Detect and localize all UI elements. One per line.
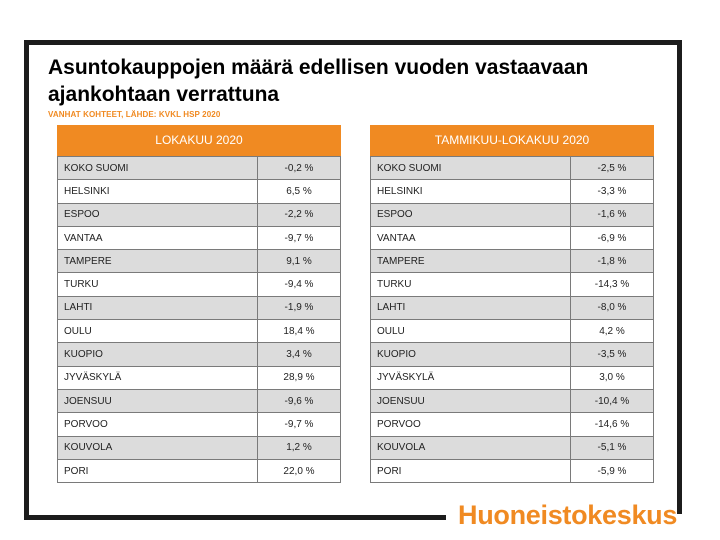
value-cell: -6,9 % (571, 226, 654, 249)
city-cell: ESPOO (371, 203, 571, 226)
table-row (371, 436, 654, 459)
table-row (58, 250, 341, 273)
table-row (371, 273, 654, 296)
value-cell: -9,7 % (258, 413, 341, 436)
table-panel-jan-oct (370, 125, 654, 483)
city-cell: JOENSUU (58, 389, 258, 412)
table-header: LOKAKUU 2020 (57, 125, 341, 156)
table-row (58, 320, 341, 343)
value-cell: -2,5 % (571, 157, 654, 180)
value-cell: -5,9 % (571, 459, 654, 482)
brand-logo: Huoneistokeskus (458, 500, 678, 530)
value-cell: 9,1 % (258, 250, 341, 273)
city-cell: KOUVOLA (371, 436, 571, 459)
city-cell: TAMPERE (371, 250, 571, 273)
table-body (58, 157, 341, 483)
table-row (58, 273, 341, 296)
value-cell: 28,9 % (258, 366, 341, 389)
value-cell: -1,6 % (571, 203, 654, 226)
value-cell: -14,3 % (571, 273, 654, 296)
table-row (371, 413, 654, 436)
city-cell: KOUVOLA (58, 436, 258, 459)
table-row (371, 389, 654, 412)
table-body (371, 157, 654, 483)
city-cell: PORVOO (371, 413, 571, 436)
value-cell: -1,9 % (258, 296, 341, 319)
data-table (57, 156, 341, 483)
table-header: TAMMIKUU-LOKAKUU 2020 (370, 125, 654, 156)
table-row (371, 180, 654, 203)
table-row (371, 296, 654, 319)
city-cell: ESPOO (58, 203, 258, 226)
value-cell: -8,0 % (571, 296, 654, 319)
value-cell: -9,4 % (258, 273, 341, 296)
city-cell: OULU (371, 320, 571, 343)
city-cell: TURKU (58, 273, 258, 296)
value-cell: 6,5 % (258, 180, 341, 203)
table-panel-october (57, 125, 341, 483)
city-cell: VANTAA (58, 226, 258, 249)
value-cell: 3,0 % (571, 366, 654, 389)
city-cell: OULU (58, 320, 258, 343)
value-cell: -14,6 % (571, 413, 654, 436)
value-cell: 4,2 % (571, 320, 654, 343)
city-cell: TURKU (371, 273, 571, 296)
table-row (58, 389, 341, 412)
table-row (371, 203, 654, 226)
table-row (371, 366, 654, 389)
city-cell: KOKO SUOMI (58, 157, 258, 180)
table-row (371, 250, 654, 273)
city-cell: KUOPIO (58, 343, 258, 366)
value-cell: -9,7 % (258, 226, 341, 249)
city-cell: PORI (58, 459, 258, 482)
value-cell: -3,5 % (571, 343, 654, 366)
table-row (58, 343, 341, 366)
table-row (58, 459, 341, 482)
value-cell: 1,2 % (258, 436, 341, 459)
data-table (370, 156, 654, 483)
value-cell: 3,4 % (258, 343, 341, 366)
table-row (371, 157, 654, 180)
table-row (58, 180, 341, 203)
city-cell: VANTAA (371, 226, 571, 249)
city-cell: TAMPERE (58, 250, 258, 273)
city-cell: KUOPIO (371, 343, 571, 366)
city-cell: HELSINKI (58, 180, 258, 203)
value-cell: -10,4 % (571, 389, 654, 412)
value-cell: -1,8 % (571, 250, 654, 273)
city-cell: HELSINKI (371, 180, 571, 203)
value-cell: -0,2 % (258, 157, 341, 180)
city-cell: JYVÄSKYLÄ (58, 366, 258, 389)
table-row (371, 343, 654, 366)
value-cell: -5,1 % (571, 436, 654, 459)
subtitle: VANHAT KOHTEET, LÄHDE: KVKL HSP 2020 (48, 110, 221, 119)
city-cell: JYVÄSKYLÄ (371, 366, 571, 389)
value-cell: 18,4 % (258, 320, 341, 343)
table-row (371, 459, 654, 482)
table-row (58, 413, 341, 436)
value-cell: -2,2 % (258, 203, 341, 226)
table-row (371, 226, 654, 249)
value-cell: -3,3 % (571, 180, 654, 203)
city-cell: KOKO SUOMI (371, 157, 571, 180)
city-cell: JOENSUU (371, 389, 571, 412)
page-title: Asuntokauppojen määrä edellisen vuoden vastaavaan ajankohtaan verrattuna (48, 56, 589, 106)
table-row (58, 226, 341, 249)
table-row (58, 296, 341, 319)
table-row (371, 320, 654, 343)
value-cell: -9,6 % (258, 389, 341, 412)
city-cell: LAHTI (371, 296, 571, 319)
city-cell: PORVOO (58, 413, 258, 436)
value-cell: 22,0 % (258, 459, 341, 482)
table-row (58, 436, 341, 459)
table-row (58, 366, 341, 389)
city-cell: PORI (371, 459, 571, 482)
city-cell: LAHTI (58, 296, 258, 319)
table-row (58, 203, 341, 226)
table-row (58, 157, 341, 180)
